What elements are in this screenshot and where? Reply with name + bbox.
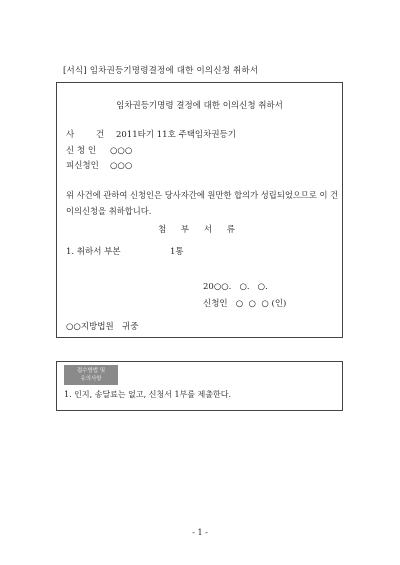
- applicant-value: ○○○: [110, 146, 133, 156]
- court-name: ○○지방법원: [66, 322, 114, 332]
- court-suffix: 귀중: [122, 322, 139, 332]
- applicant-label: 신 청 인: [66, 146, 97, 156]
- attachments-title: 첨 부 서 류: [158, 225, 241, 235]
- case-value: 2011타기 11호 주택임차권등기: [116, 130, 236, 140]
- respondent-row: [66, 159, 132, 171]
- page-number: - 1 -: [192, 528, 208, 537]
- form-title: 임차권등기명령 결정에 대한 이의신청 취하서: [116, 101, 283, 111]
- applicant-row: [66, 144, 132, 156]
- body-text: 위 사건에 관하여 신청인은 당사자간에 원만한 합의가 성립되었으므로 이 건 이의신청을 취하합니다.: [66, 190, 339, 216]
- notes-badge: [64, 365, 118, 385]
- respondent-label: 피신청인: [66, 161, 99, 171]
- notes-badge-line2: 유의사항: [80, 376, 102, 382]
- attachment-qty: 1통: [170, 247, 184, 257]
- case-label: 사 건: [66, 130, 105, 140]
- case-row: [66, 128, 236, 140]
- notes-text: 1. 인지, 송달료는 없고, 신청서 1부를 제출한다.: [64, 390, 231, 399]
- attachment-item: 1. 취하서 부본: [66, 247, 121, 257]
- form-caption: [서식] 임차권등기명령결정에 대한 이의신청 취하서: [63, 66, 259, 76]
- respondent-value: ○○○: [110, 161, 133, 171]
- signature-line: 신청인 ○ ○ ○ (인): [203, 299, 287, 309]
- date-line: 20○○. ○. ○.: [203, 282, 268, 292]
- notes-badge-line1: 접수방법 및: [76, 367, 106, 374]
